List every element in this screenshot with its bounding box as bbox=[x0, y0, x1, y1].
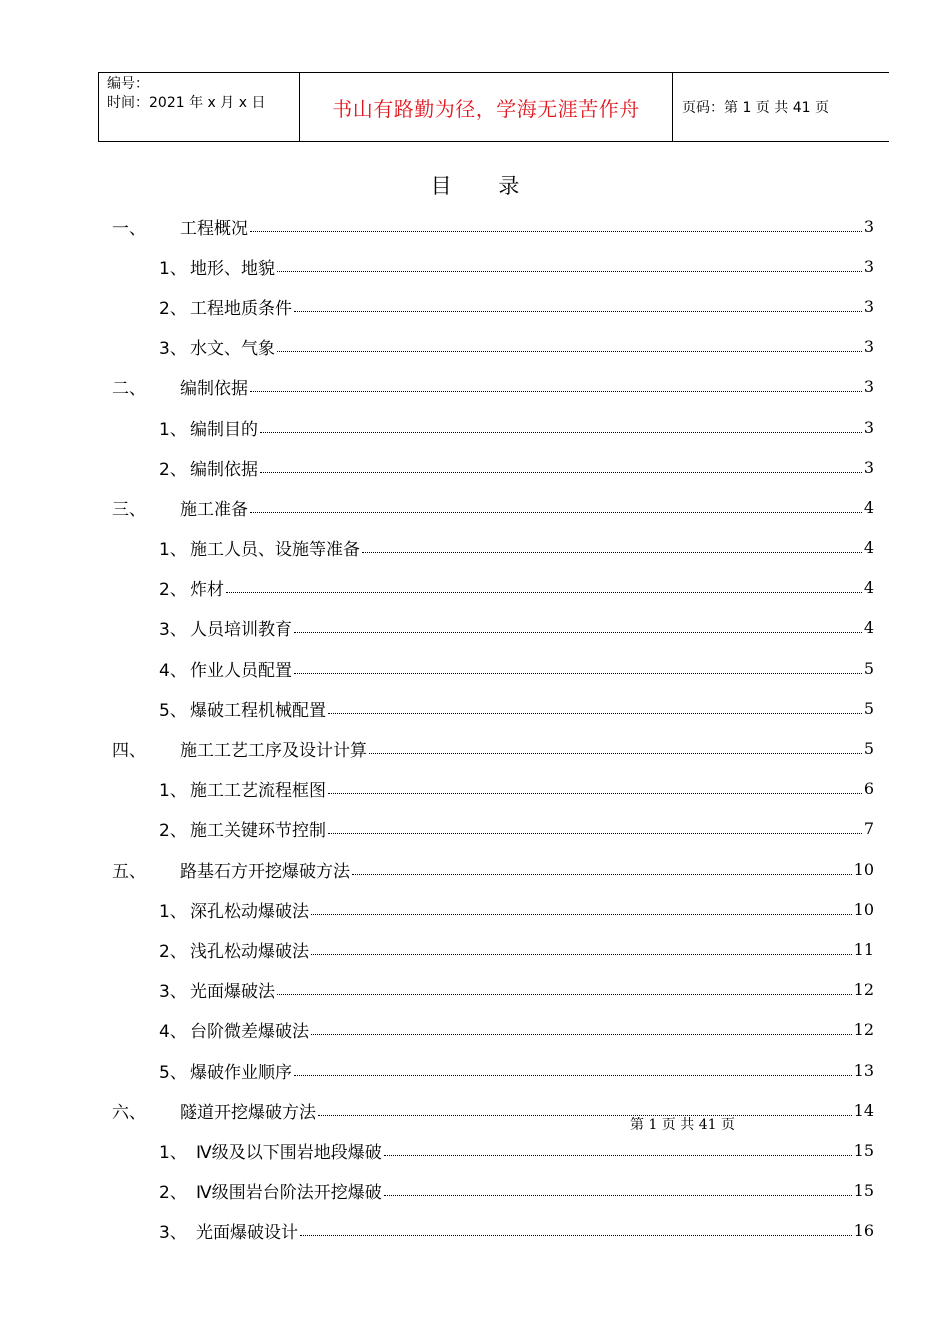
toc-leader-dots bbox=[300, 1235, 852, 1236]
toc-entry-page: 14 bbox=[853, 1100, 874, 1120]
toc-entry-number: 2、 bbox=[159, 459, 187, 480]
toc-entry-number: 1、 bbox=[159, 901, 187, 922]
time-label: 时间：2021 年 x 月 x 日 bbox=[107, 95, 266, 111]
toc-entry[interactable] bbox=[112, 407, 874, 447]
toc-entry[interactable] bbox=[112, 1211, 874, 1251]
header-page-info: 页码：第 1 页 共 41 页 bbox=[682, 100, 829, 116]
toc-title: 目 录 bbox=[430, 174, 540, 198]
toc-entry[interactable] bbox=[112, 728, 874, 768]
toc-entry-page: 3 bbox=[863, 216, 874, 236]
toc-leader-dots bbox=[250, 231, 862, 232]
toc-leader-dots bbox=[294, 1075, 852, 1076]
toc-leader-dots bbox=[384, 1195, 852, 1196]
toc-entry-title: 工程地质条件 bbox=[190, 298, 292, 319]
header-motto: 书山有路勤为径，学海无涯苦作舟 bbox=[332, 96, 640, 121]
toc-entry-title: 编制目的 bbox=[190, 419, 258, 440]
toc-entry-number: 1、 bbox=[159, 1142, 187, 1163]
toc-entry-page: 4 bbox=[863, 578, 874, 598]
toc-leader-dots bbox=[328, 793, 862, 794]
toc-leader-dots bbox=[277, 271, 862, 272]
toc-entry-number: 1、 bbox=[159, 258, 187, 279]
toc-entry[interactable] bbox=[112, 327, 874, 367]
toc-entry-page: 4 bbox=[863, 618, 874, 638]
toc-entry-title: 水文、气象 bbox=[190, 339, 275, 360]
toc-entry-number: 2、 bbox=[159, 821, 187, 842]
toc-entry-page: 10 bbox=[853, 859, 874, 879]
toc-leader-dots bbox=[226, 592, 862, 593]
toc-entry-page: 3 bbox=[863, 296, 874, 316]
toc-entry[interactable] bbox=[112, 1171, 874, 1211]
toc-entry[interactable] bbox=[112, 929, 874, 969]
toc-entry-title: 施工关键环节控制 bbox=[190, 821, 326, 842]
serial-label: 编号： bbox=[107, 76, 149, 92]
toc-entry[interactable] bbox=[112, 206, 874, 246]
toc-entry-title: Ⅳ级及以下围岩地段爆破 bbox=[196, 1142, 382, 1163]
toc-entry[interactable] bbox=[112, 528, 874, 568]
toc-entry[interactable] bbox=[112, 809, 874, 849]
toc-entry[interactable] bbox=[112, 849, 874, 889]
toc-entry-title: 爆破作业顺序 bbox=[190, 1062, 292, 1083]
toc-entry-page: 4 bbox=[863, 538, 874, 558]
toc-leader-dots bbox=[277, 351, 862, 352]
toc-entry-page: 13 bbox=[853, 1060, 874, 1080]
toc-entry-page: 3 bbox=[863, 377, 874, 397]
toc-entry-number: 三、 bbox=[112, 499, 146, 520]
toc-leader-dots bbox=[311, 954, 852, 955]
toc-entry-page: 6 bbox=[863, 779, 874, 799]
toc-entry-page: 15 bbox=[853, 1181, 874, 1201]
toc-entry-page: 4 bbox=[863, 497, 874, 517]
toc-entry-page: 5 bbox=[863, 698, 874, 718]
toc-leader-dots bbox=[260, 432, 862, 433]
toc-entry-title: 爆破工程机械配置 bbox=[190, 700, 326, 721]
toc-entry-title: 台阶微差爆破法 bbox=[190, 1022, 309, 1043]
toc-entry[interactable] bbox=[112, 447, 874, 487]
toc-entry-number: 四、 bbox=[112, 741, 146, 762]
toc-entry[interactable] bbox=[112, 367, 874, 407]
toc-entry-number: 2、 bbox=[159, 580, 187, 601]
toc-entry-number: 3、 bbox=[159, 620, 187, 641]
toc-entry-title: 路基石方开挖爆破方法 bbox=[180, 861, 350, 882]
toc-entry-page: 12 bbox=[853, 1020, 874, 1040]
toc-entry[interactable] bbox=[112, 568, 874, 608]
toc-leader-dots bbox=[277, 994, 852, 995]
toc-leader-dots bbox=[328, 833, 862, 834]
document-header bbox=[98, 72, 889, 142]
toc-entry[interactable] bbox=[112, 608, 874, 648]
toc-entry[interactable] bbox=[112, 970, 874, 1010]
toc-entry[interactable] bbox=[112, 648, 874, 688]
toc-leader-dots bbox=[311, 914, 852, 915]
toc-entry-title: 编制依据 bbox=[180, 379, 248, 400]
toc-entry-title: 浅孔松动爆破法 bbox=[190, 941, 309, 962]
toc-leader-dots bbox=[294, 673, 862, 674]
toc-entry-number: 2、 bbox=[159, 298, 187, 319]
toc-entry-number: 一、 bbox=[112, 218, 146, 239]
toc-entry-number: 1、 bbox=[159, 419, 187, 440]
toc-entry-number: 5、 bbox=[159, 700, 187, 721]
toc-entry-title: 施工人员、设施等准备 bbox=[190, 540, 360, 561]
header-page-cell bbox=[673, 73, 889, 141]
header-meta-cell bbox=[99, 73, 300, 141]
toc-leader-dots bbox=[311, 1034, 852, 1035]
toc-entry-page: 3 bbox=[863, 337, 874, 357]
toc-entry-page: 5 bbox=[863, 739, 874, 759]
toc-entry-page: 12 bbox=[853, 980, 874, 1000]
toc-entry-number: 1、 bbox=[159, 540, 187, 561]
toc-entry-title: 编制依据 bbox=[190, 459, 258, 480]
toc-entry-page: 10 bbox=[853, 899, 874, 919]
toc-entry-page: 11 bbox=[853, 939, 874, 959]
toc-entry-title: 施工准备 bbox=[180, 499, 248, 520]
toc-entry-title: 地形、地貌 bbox=[190, 258, 275, 279]
toc-entry[interactable] bbox=[112, 1130, 874, 1170]
toc-entry-title: Ⅳ级围岩台阶法开挖爆破 bbox=[196, 1183, 382, 1204]
toc-leader-dots bbox=[260, 472, 862, 473]
toc-leader-dots bbox=[250, 512, 862, 513]
toc-entry-number: 2、 bbox=[159, 1183, 187, 1204]
toc-entry-number: 2、 bbox=[159, 941, 187, 962]
toc-entry-number: 五、 bbox=[112, 861, 146, 882]
toc-leader-dots bbox=[294, 311, 862, 312]
toc-entry-title: 光面爆破设计 bbox=[196, 1223, 298, 1244]
page-footer: 第 1 页 共 41 页 bbox=[630, 1117, 735, 1133]
toc-entry-number: 4、 bbox=[159, 1022, 187, 1043]
toc-leader-dots bbox=[369, 753, 862, 754]
toc-entry-number: 3、 bbox=[159, 1223, 187, 1244]
toc-entry-title: 施工工艺流程框图 bbox=[190, 781, 326, 802]
toc-entry-number: 二、 bbox=[112, 379, 146, 400]
toc-leader-dots bbox=[362, 552, 862, 553]
toc-entry[interactable] bbox=[112, 769, 874, 809]
toc-entry-number: 4、 bbox=[159, 660, 187, 681]
toc-entry-page: 16 bbox=[853, 1221, 874, 1241]
toc-entry-title: 人员培训教育 bbox=[190, 620, 292, 641]
toc-entry-page: 3 bbox=[863, 256, 874, 276]
toc-entry-title: 深孔松动爆破法 bbox=[190, 901, 309, 922]
toc-entry[interactable] bbox=[112, 688, 874, 728]
toc-leader-dots bbox=[318, 1115, 852, 1116]
toc-entry[interactable] bbox=[112, 1050, 874, 1090]
toc-entry[interactable] bbox=[112, 889, 874, 929]
toc-entry[interactable] bbox=[112, 487, 874, 527]
toc-entry-page: 7 bbox=[863, 819, 874, 839]
toc-entry-title: 工程概况 bbox=[180, 218, 248, 239]
toc-entry-number: 1、 bbox=[159, 781, 187, 802]
toc-entry[interactable] bbox=[112, 286, 874, 326]
header-motto-cell bbox=[300, 73, 673, 141]
toc-entry-number: 六、 bbox=[112, 1102, 146, 1123]
toc-entry-number: 3、 bbox=[159, 982, 187, 1003]
toc-leader-dots bbox=[250, 391, 862, 392]
toc-leader-dots bbox=[384, 1155, 852, 1156]
toc-entry-page: 5 bbox=[863, 658, 874, 678]
toc-entry-page: 3 bbox=[863, 457, 874, 477]
toc-entry[interactable] bbox=[112, 1010, 874, 1050]
toc-entry-number: 5、 bbox=[159, 1062, 187, 1083]
table-of-contents bbox=[112, 206, 874, 1251]
toc-entry-title: 隧道开挖爆破方法 bbox=[180, 1102, 316, 1123]
toc-entry-title: 光面爆破法 bbox=[190, 982, 275, 1003]
toc-entry-number: 3、 bbox=[159, 339, 187, 360]
toc-entry[interactable] bbox=[112, 1090, 874, 1130]
toc-entry-page: 3 bbox=[863, 417, 874, 437]
toc-entry-title: 作业人员配置 bbox=[190, 660, 292, 681]
toc-leader-dots bbox=[352, 874, 852, 875]
toc-entry[interactable] bbox=[112, 246, 874, 286]
toc-entry-title: 施工工艺工序及设计计算 bbox=[180, 741, 367, 762]
toc-leader-dots bbox=[328, 713, 862, 714]
toc-entry-page: 15 bbox=[853, 1140, 874, 1160]
toc-leader-dots bbox=[294, 632, 862, 633]
toc-entry-title: 炸材 bbox=[190, 580, 224, 601]
